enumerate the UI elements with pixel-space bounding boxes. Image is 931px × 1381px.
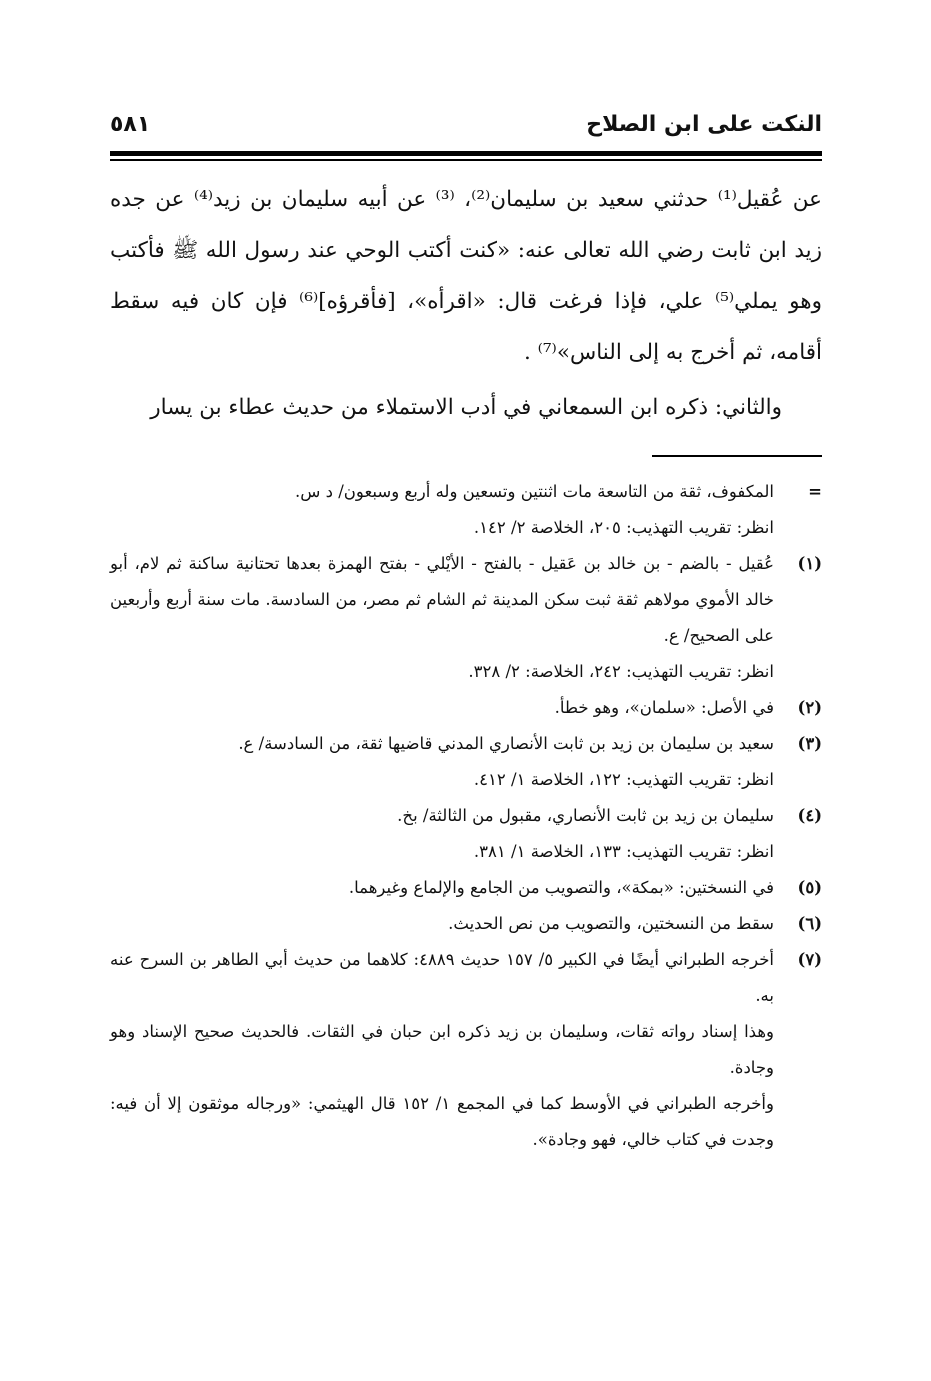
- page-number: ٥٨١: [110, 112, 151, 137]
- footnotes: [110, 474, 822, 1158]
- footnote-marker: =: [808, 482, 822, 501]
- footnote-line: عُقيل - بالضم - بن خالد بن عَقيل - بالفتح - الأيْلي - بفتح الهمزة بعدها تحتانية ساكنة ثم لام، أبو خالد الأموي مولاهم ثقة ثبت سكن المدينة ثم الشام ثم مصر، من السادسة. مات سنة أربع وأربعين على الصحيح/ ع.: [110, 554, 774, 645]
- footnote: [110, 798, 822, 870]
- footnote-line: أخرجه الطبراني أيضًا في الكبير ٥/ ١٥٧ حديث ٤٨٨٩: كلاهما من حديث أبي الطاهر بن السرح عنه به.: [110, 950, 775, 1005]
- footnote-line: سليمان بن زيد بن ثابت الأنصاري، مقبول من الثالثة/ بخ.: [397, 806, 774, 825]
- footnote: [110, 726, 822, 798]
- footnote-line: في النسختين: «بمكة»، والتصويب من الجامع والإلماع وغيرهما.: [348, 878, 774, 897]
- footnote: [110, 906, 822, 942]
- main-paragraph: عن عُقيل⁽¹⁾ حدثني سعيد بن سليمان⁽²⁾، ⁽³⁾ عن أبيه سليمان بن زيد⁽⁴⁾ عن جده زيد ابن ثابت رضي الله تعالى عنه: «كنت أكتب الوحي عند رسول الله ﷺ فأكتب وهو يملي⁽⁵⁾ علي، فإذا فرغت قال: «اقرأه»، [فأقرؤه]⁽⁶⁾ فإن كان فيه سقط أقامه، ثم أخرج به إلى الناس»⁽⁷⁾ .: [110, 187, 822, 365]
- footnote-separator: [652, 455, 822, 457]
- header-rule-thin: [110, 159, 822, 161]
- footnote-marker: (٣): [797, 734, 822, 753]
- footnote-line: المكفوف، ثقة من التاسعة مات اثنتين وتسعين وله أربع وسبعون/ د س.: [295, 482, 774, 501]
- footnote-line: في الأصل: «سلمان»، وهو خطأ.: [554, 698, 774, 717]
- footnote-line: انظر: تقريب التهذيب: ١٢٢، الخلاصة ١/ ٤١٢.: [473, 770, 774, 789]
- main-text: [110, 174, 822, 433]
- footnote-marker: (٢): [797, 698, 822, 717]
- footnote-line: انظر: تقريب التهذيب: ١٣٣، الخلاصة ١/ ٣٨١.: [473, 842, 774, 861]
- footnote-marker: (٥): [797, 878, 822, 897]
- footnote: [110, 474, 822, 546]
- header-rule-thick: [110, 151, 822, 156]
- footnote-line: وأخرجه الطبراني في الأوسط كما في المجمع ١/ ١٥٢ قال الهيثمي: «ورجاله موثقون إلا أن فيه: وجدت في كتاب خالي، فهو وجادة».: [110, 1094, 774, 1149]
- footnote-line: انظر: تقريب التهذيب: ٢٠٥، الخلاصة ٢/ ١٤٢.: [473, 518, 774, 537]
- footnote-line: سقط من النسختين، والتصويب من نص الحديث.: [448, 914, 774, 933]
- page-header: [110, 112, 822, 148]
- main-paragraph: والثاني: ذكره ابن السمعاني في أدب الاستملاء من حديث عطاء بن يسار: [150, 395, 782, 420]
- footnote: [110, 870, 822, 906]
- footnote-line: وهذا إسناد رواته ثقات، وسليمان بن زيد ذكره ابن حبان في الثقات. فالحديث صحيح الإسناد وهو وجادة.: [110, 1022, 774, 1077]
- footnote-marker: (٧): [797, 950, 822, 969]
- footnote-marker: (١): [797, 554, 822, 573]
- running-title: النكت على ابن الصلاح: [586, 112, 822, 137]
- footnote-marker: (٦): [797, 914, 822, 933]
- footnote: [110, 690, 822, 726]
- footnote-line: سعيد بن سليمان بن زيد بن ثابت الأنصاري المدني قاضيها ثقة، من السادسة/ ع.: [238, 734, 774, 753]
- footnote: [110, 942, 822, 1158]
- footnote-marker: (٤): [797, 806, 822, 825]
- footnote: [110, 546, 822, 690]
- footnote-line: انظر: تقريب التهذيب: ٢٤٢، الخلاصة: ٢/ ٣٢٨.: [468, 662, 774, 681]
